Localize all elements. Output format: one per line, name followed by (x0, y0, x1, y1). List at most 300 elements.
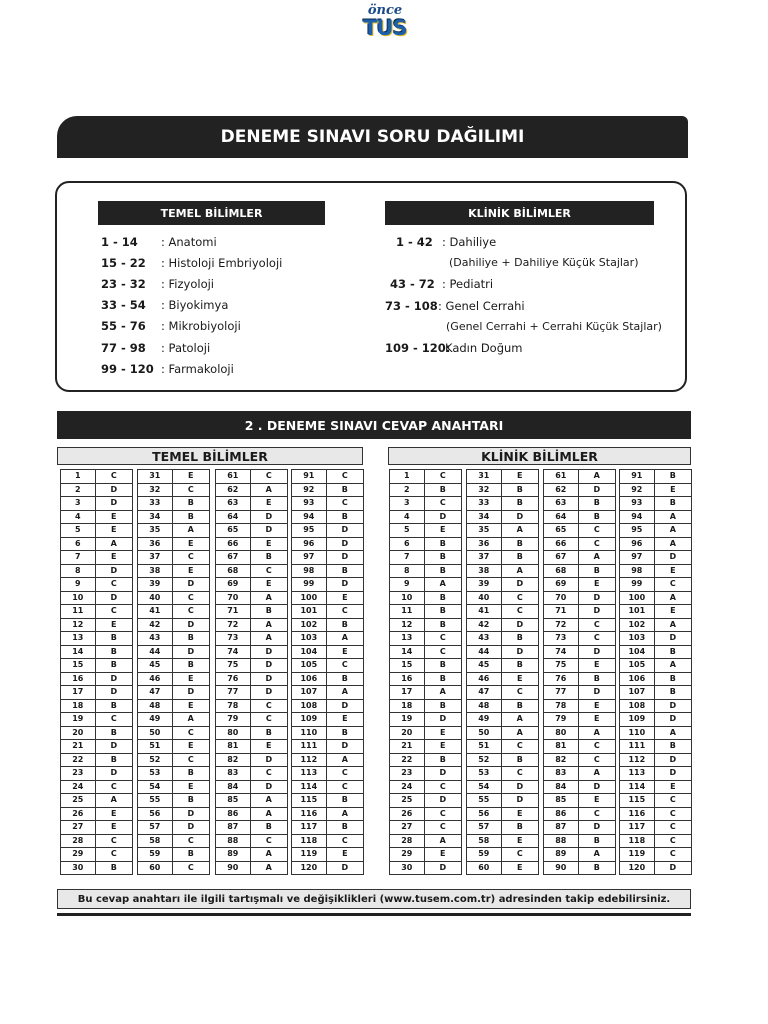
answer-letter: E (654, 605, 691, 619)
question-number: 1 (61, 470, 96, 484)
answer-letter: E (501, 807, 538, 821)
answer-row (620, 794, 692, 808)
answer-letter: D (578, 591, 615, 605)
answer-row (467, 483, 539, 497)
temel-subject-row (101, 235, 217, 249)
question-number: 112 (292, 753, 327, 767)
answer-row (620, 524, 692, 538)
answer-letter: B (578, 510, 615, 524)
question-number: 47 (138, 686, 173, 700)
answer-row (544, 807, 616, 821)
answer-row (61, 794, 133, 808)
subject-label: : Biyokimya (161, 298, 229, 312)
answer-letter: E (172, 564, 209, 578)
question-number: 89 (544, 848, 579, 862)
question-number: 40 (467, 591, 502, 605)
answer-row (138, 821, 210, 835)
answer-letter: B (250, 605, 287, 619)
answer-row (292, 686, 364, 700)
answer-row (390, 510, 462, 524)
answer-row (216, 861, 288, 875)
answer-letter: B (95, 726, 132, 740)
answer-letter: B (501, 659, 538, 673)
answer-letter: A (501, 726, 538, 740)
answer-row (544, 861, 616, 875)
answer-row (390, 713, 462, 727)
answer-letter: B (424, 659, 461, 673)
answer-row (292, 834, 364, 848)
question-number: 40 (138, 591, 173, 605)
answer-letter: D (501, 645, 538, 659)
answer-row (216, 821, 288, 835)
answer-letter: A (95, 794, 132, 808)
question-number: 51 (467, 740, 502, 754)
answer-letter: D (250, 524, 287, 538)
question-number: 52 (467, 753, 502, 767)
question-number: 96 (620, 537, 655, 551)
answer-row (61, 578, 133, 592)
question-number: 88 (544, 834, 579, 848)
answer-row (216, 672, 288, 686)
answer-letter: D (95, 591, 132, 605)
answer-letter: E (172, 740, 209, 754)
answer-letter: D (578, 686, 615, 700)
question-number: 110 (292, 726, 327, 740)
question-number: 54 (467, 780, 502, 794)
answer-letter: D (95, 483, 132, 497)
question-number: 104 (620, 645, 655, 659)
answer-letter: B (95, 659, 132, 673)
answer-letter: A (578, 726, 615, 740)
answer-letter: C (424, 497, 461, 511)
temel-answers-header: TEMEL BİLİMLER (57, 447, 363, 465)
question-number: 54 (138, 780, 173, 794)
answer-row (544, 821, 616, 835)
answer-row (544, 605, 616, 619)
answer-letter: B (326, 564, 363, 578)
question-number: 85 (544, 794, 579, 808)
answer-row (216, 605, 288, 619)
answer-letter: D (654, 699, 691, 713)
answer-letter: D (95, 497, 132, 511)
answer-letter: D (326, 699, 363, 713)
answer-letter: E (250, 497, 287, 511)
answer-row (467, 753, 539, 767)
answer-letter: B (95, 753, 132, 767)
answer-letter: D (501, 618, 538, 632)
answer-letter: B (250, 726, 287, 740)
answer-row (61, 848, 133, 862)
question-number: 50 (467, 726, 502, 740)
answer-letter: B (501, 537, 538, 551)
answer-row (138, 713, 210, 727)
answer-letter: A (250, 848, 287, 862)
answer-row (390, 780, 462, 794)
answer-row (292, 564, 364, 578)
answer-row (390, 686, 462, 700)
answer-row (292, 861, 364, 875)
question-number: 30 (390, 861, 425, 875)
answer-row (467, 632, 539, 646)
question-number: 39 (467, 578, 502, 592)
question-number: 56 (467, 807, 502, 821)
answer-letter: C (95, 470, 132, 484)
question-number: 94 (292, 510, 327, 524)
question-number: 86 (544, 807, 579, 821)
question-number: 37 (467, 551, 502, 565)
answer-row (620, 632, 692, 646)
answer-row (544, 578, 616, 592)
answer-letter: D (424, 794, 461, 808)
question-number: 95 (292, 524, 327, 538)
subject-label: (Dahiliye + Dahiliye Küçük Stajlar) (449, 256, 639, 269)
question-number: 103 (620, 632, 655, 646)
answer-row (467, 807, 539, 821)
answer-row (138, 659, 210, 673)
answer-letter: C (654, 821, 691, 835)
subject-label: : Anatomi (161, 235, 217, 249)
answer-letter: B (95, 632, 132, 646)
answer-letter: C (501, 740, 538, 754)
answer-row (138, 605, 210, 619)
question-number: 102 (620, 618, 655, 632)
answer-letter: E (95, 807, 132, 821)
answer-row (467, 740, 539, 754)
answer-letter: B (424, 483, 461, 497)
question-number: 2 (61, 483, 96, 497)
answer-letter: B (326, 483, 363, 497)
question-number: 9 (390, 578, 425, 592)
answer-row (216, 537, 288, 551)
answer-letter: C (326, 659, 363, 673)
question-number: 97 (620, 551, 655, 565)
answer-row (467, 834, 539, 848)
answer-letter: C (250, 834, 287, 848)
answer-row (390, 699, 462, 713)
answer-row (544, 672, 616, 686)
answer-letter: C (578, 537, 615, 551)
question-number: 120 (292, 861, 327, 875)
answer-letter: B (424, 537, 461, 551)
answer-letter: D (250, 659, 287, 673)
answer-row (138, 686, 210, 700)
question-number: 100 (620, 591, 655, 605)
answer-letter: A (424, 834, 461, 848)
question-number: 33 (467, 497, 502, 511)
question-number: 55 (467, 794, 502, 808)
question-number: 119 (620, 848, 655, 862)
answer-row (620, 686, 692, 700)
klinik-answer-column (619, 469, 692, 875)
answer-letter: B (501, 753, 538, 767)
question-number: 27 (61, 821, 96, 835)
answer-letter: E (172, 780, 209, 794)
answer-letter: B (326, 618, 363, 632)
question-number: 19 (61, 713, 96, 727)
answer-letter: B (424, 551, 461, 565)
answer-row (390, 861, 462, 875)
answer-row (292, 821, 364, 835)
answer-letter: D (578, 821, 615, 835)
answer-letter: D (578, 605, 615, 619)
answer-letter: D (501, 780, 538, 794)
question-number: 59 (138, 848, 173, 862)
answer-row (216, 740, 288, 754)
answer-row (292, 605, 364, 619)
answer-row (467, 659, 539, 673)
question-number: 77 (544, 686, 579, 700)
answer-row (620, 510, 692, 524)
question-number: 79 (544, 713, 579, 727)
answer-letter: C (578, 807, 615, 821)
answer-letter: B (424, 699, 461, 713)
answer-letter: E (578, 794, 615, 808)
answer-letter: C (654, 794, 691, 808)
answer-letter: E (578, 699, 615, 713)
answer-letter: B (578, 497, 615, 511)
answer-letter: D (250, 686, 287, 700)
question-number: 63 (216, 497, 251, 511)
answer-row (620, 605, 692, 619)
answer-row (216, 807, 288, 821)
answer-letter: A (578, 470, 615, 484)
answer-row (292, 578, 364, 592)
question-number: 12 (61, 618, 96, 632)
answer-row (620, 807, 692, 821)
question-number: 1 (390, 470, 425, 484)
answer-row (138, 618, 210, 632)
subject-label: : Dahiliye (442, 235, 497, 249)
answer-row (138, 699, 210, 713)
question-number: 5 (390, 524, 425, 538)
answer-row (61, 591, 133, 605)
answer-letter: B (172, 632, 209, 646)
question-number: 3 (61, 497, 96, 511)
answer-letter: C (326, 470, 363, 484)
answer-row (138, 848, 210, 862)
answer-row (544, 537, 616, 551)
answer-letter: A (501, 564, 538, 578)
answer-row (467, 578, 539, 592)
answer-row (292, 726, 364, 740)
answer-row (138, 510, 210, 524)
answer-letter: C (250, 713, 287, 727)
question-number: 17 (61, 686, 96, 700)
question-number: 100 (292, 591, 327, 605)
answer-row (216, 470, 288, 484)
answer-row (390, 564, 462, 578)
question-number: 109 (292, 713, 327, 727)
answer-letter: B (424, 618, 461, 632)
question-number: 28 (61, 834, 96, 848)
answer-row (216, 564, 288, 578)
question-number: 55 (138, 794, 173, 808)
answer-letter: E (172, 672, 209, 686)
answer-letter: E (95, 821, 132, 835)
answer-letter: C (501, 605, 538, 619)
answer-row (292, 753, 364, 767)
answer-row (138, 551, 210, 565)
answer-row (467, 726, 539, 740)
answer-letter: D (250, 672, 287, 686)
answer-row (138, 470, 210, 484)
question-number: 65 (216, 524, 251, 538)
answer-row (216, 753, 288, 767)
question-number: 26 (61, 807, 96, 821)
answer-letter: D (326, 551, 363, 565)
question-number: 9 (61, 578, 96, 592)
answer-letter: C (578, 740, 615, 754)
answer-row (292, 740, 364, 754)
answer-row (467, 780, 539, 794)
answer-letter: D (326, 740, 363, 754)
klinik-header: KLİNİK BİLİMLER (385, 201, 654, 225)
subject-label: : Pediatri (442, 277, 494, 291)
answer-letter: A (326, 753, 363, 767)
answer-letter: A (578, 551, 615, 565)
temel-answer-column (291, 469, 364, 875)
footer-divider (57, 913, 691, 916)
answer-letter: B (250, 821, 287, 835)
answer-letter: A (326, 632, 363, 646)
answer-row (467, 821, 539, 835)
temel-subject-row (101, 341, 210, 355)
answer-row (390, 767, 462, 781)
answer-letter: B (654, 740, 691, 754)
answer-row (390, 578, 462, 592)
range-label: 73 - 108 (385, 299, 438, 313)
answer-letter: A (654, 591, 691, 605)
question-number: 93 (292, 497, 327, 511)
answer-row (544, 780, 616, 794)
answer-letter: D (250, 645, 287, 659)
answer-letter: C (654, 848, 691, 862)
answer-letter: A (250, 794, 287, 808)
question-number: 71 (544, 605, 579, 619)
answer-row (292, 780, 364, 794)
answer-row (544, 645, 616, 659)
answer-letter: E (501, 672, 538, 686)
range-label: 99 - 120 (101, 362, 154, 376)
answer-row (390, 659, 462, 673)
answer-row (292, 470, 364, 484)
answer-row (467, 605, 539, 619)
answer-letter: D (326, 578, 363, 592)
answer-letter: E (172, 470, 209, 484)
question-number: 78 (216, 699, 251, 713)
question-number: 32 (467, 483, 502, 497)
question-number: 4 (61, 510, 96, 524)
answer-letter: C (95, 834, 132, 848)
question-number: 30 (61, 861, 96, 875)
answer-letter: B (172, 794, 209, 808)
answer-letter: D (326, 537, 363, 551)
question-number: 6 (390, 537, 425, 551)
answer-letter: E (501, 861, 538, 875)
question-number: 99 (292, 578, 327, 592)
answer-row (61, 861, 133, 875)
question-number: 31 (467, 470, 502, 484)
question-number: 24 (61, 780, 96, 794)
answer-letter: C (172, 551, 209, 565)
answer-row (620, 861, 692, 875)
answer-letter: A (654, 524, 691, 538)
question-number: 96 (292, 537, 327, 551)
question-number: 43 (467, 632, 502, 646)
answer-letter: B (654, 497, 691, 511)
answer-letter: B (95, 645, 132, 659)
range-label: 43 - 72 (390, 277, 435, 291)
answer-row (216, 632, 288, 646)
question-number: 85 (216, 794, 251, 808)
answer-row (292, 497, 364, 511)
question-number: 7 (61, 551, 96, 565)
answer-row (61, 686, 133, 700)
answer-letter: B (501, 632, 538, 646)
answer-letter: D (172, 645, 209, 659)
question-number: 75 (216, 659, 251, 673)
answer-row (390, 551, 462, 565)
question-number: 91 (292, 470, 327, 484)
answer-letter: B (172, 767, 209, 781)
answer-row (216, 578, 288, 592)
range-label: 33 - 54 (101, 298, 146, 312)
answer-row (138, 497, 210, 511)
answer-row (138, 645, 210, 659)
temel-subject-row (101, 298, 228, 312)
answer-row (138, 578, 210, 592)
answer-row (216, 726, 288, 740)
answer-row (467, 699, 539, 713)
question-number: 87 (544, 821, 579, 835)
answer-row (292, 713, 364, 727)
answer-letter: C (654, 578, 691, 592)
answer-letter: B (424, 564, 461, 578)
answer-letter: D (424, 767, 461, 781)
question-number: 80 (544, 726, 579, 740)
question-number: 60 (467, 861, 502, 875)
answer-row (138, 753, 210, 767)
answer-letter: D (654, 753, 691, 767)
question-number: 86 (216, 807, 251, 821)
question-number: 36 (467, 537, 502, 551)
answer-row (467, 470, 539, 484)
question-number: 77 (216, 686, 251, 700)
question-number: 65 (544, 524, 579, 538)
question-number: 61 (544, 470, 579, 484)
question-number: 105 (620, 659, 655, 673)
answer-letter: B (578, 564, 615, 578)
answer-letter: A (250, 483, 287, 497)
klinik-answer-column (466, 469, 539, 875)
subject-label: Kadın Doğum (445, 341, 523, 355)
answer-letter: C (501, 686, 538, 700)
question-number: 2 (390, 483, 425, 497)
klinik-answer-column (389, 469, 462, 875)
question-number: 10 (390, 591, 425, 605)
answer-row (390, 497, 462, 511)
answer-row (544, 794, 616, 808)
answer-letter: C (250, 767, 287, 781)
question-number: 53 (467, 767, 502, 781)
question-number: 74 (216, 645, 251, 659)
answer-row (61, 537, 133, 551)
question-number: 111 (620, 740, 655, 754)
answer-letter: A (326, 807, 363, 821)
answer-letter: C (95, 780, 132, 794)
question-number: 28 (390, 834, 425, 848)
answer-letter: A (654, 659, 691, 673)
